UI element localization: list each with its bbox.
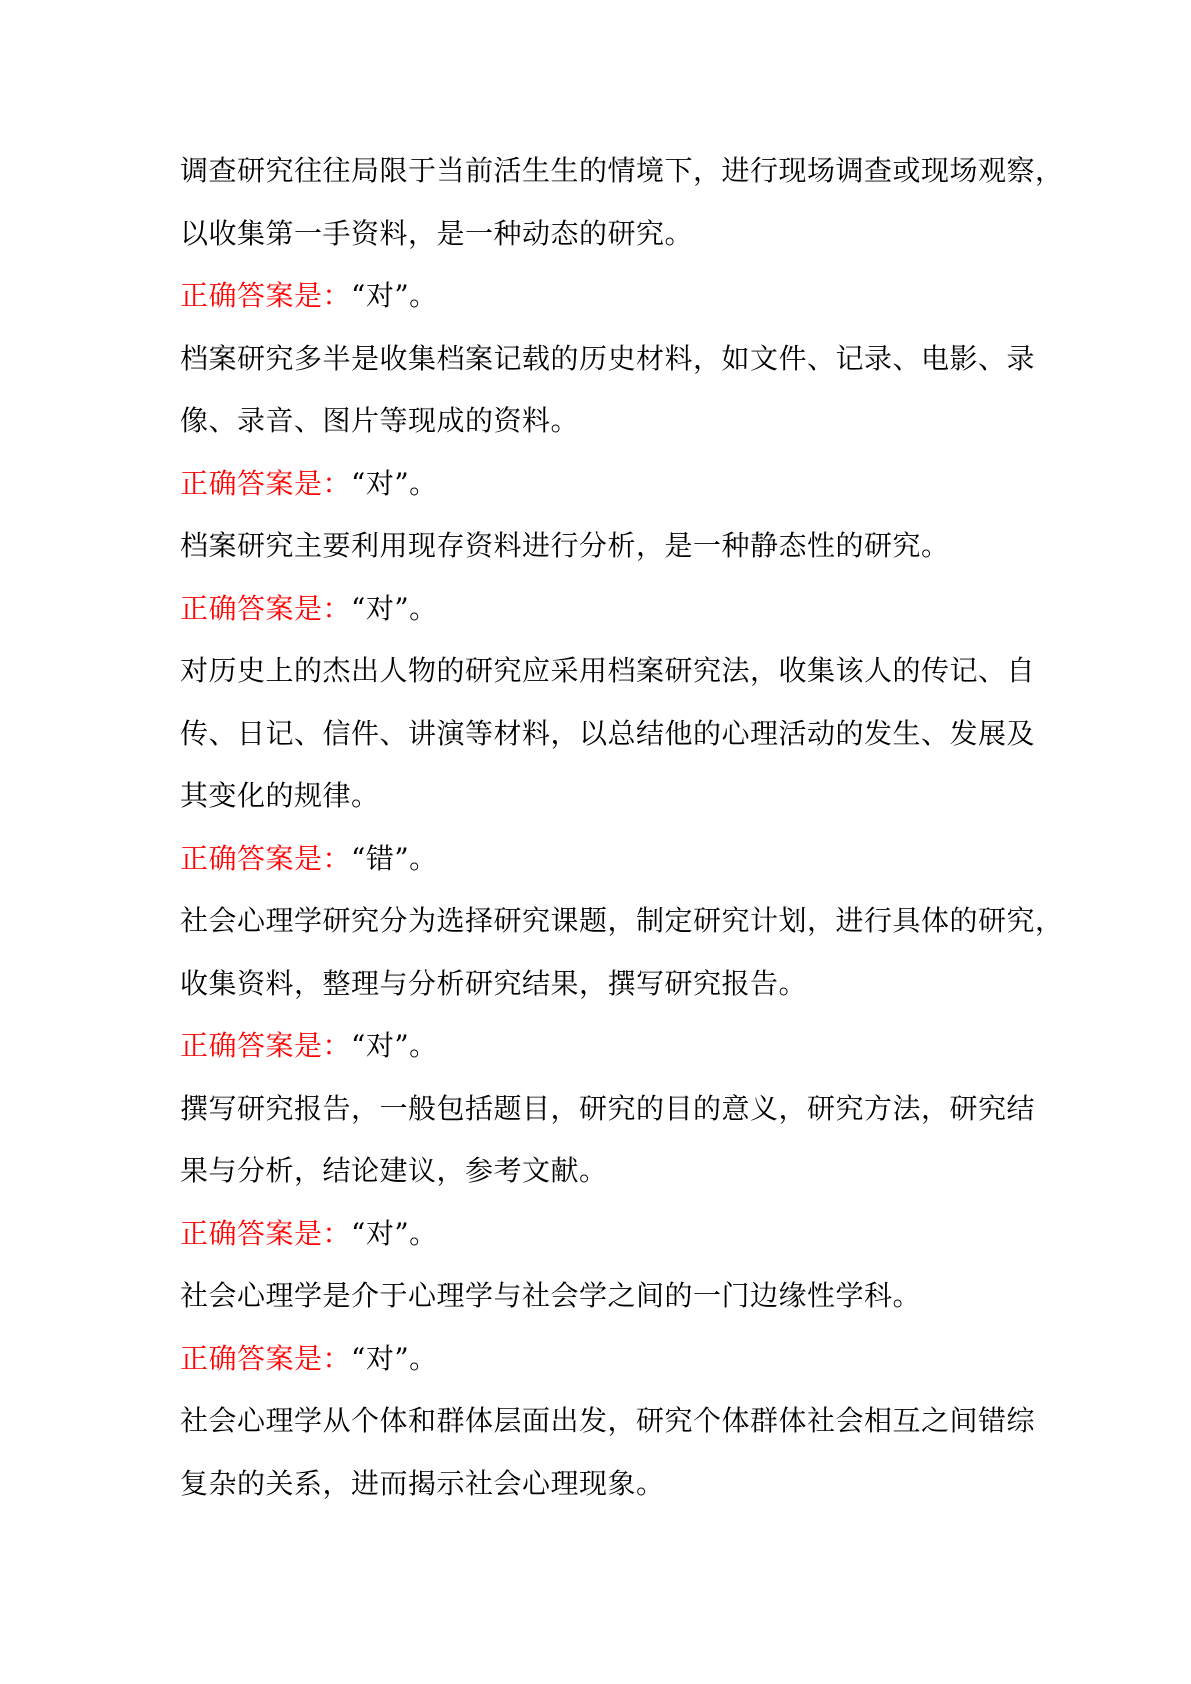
answer-label: 正确答案是： [180,279,352,312]
question-line: 社会心理学是介于心理学与社会学之间的一门边缘性学科。 [180,1279,922,1312]
answer-label: 正确答案是： [180,841,352,875]
answer-line [180,828,1030,891]
question-line: 档案研究多半是收集档案记载的历史材料，如文件、记录、电影、录 [180,341,1036,375]
answer-value: “对”。 [351,1341,438,1375]
answer-value: “对”。 [351,466,438,500]
answer-line [180,1328,1030,1391]
question-line: 以收集第一手资料，是一种动态的研究。 [180,216,694,250]
answer-line [180,578,1030,641]
question-line: 对历史上的杰出人物的研究应采用档案研究法，收集该人的传记、自 [180,654,1036,687]
answer-label: 正确答案是： [180,1216,352,1250]
answer-value: “对”。 [351,279,438,312]
answer-label: 正确答案是： [180,591,352,625]
question-line: 复杂的关系，进而揭示社会心理现象。 [180,1466,665,1500]
question-line: 其变化的规律。 [180,779,380,812]
question-line: 社会心理学研究分为选择研究课题，制定研究计划，进行具体的研究， [180,904,1064,937]
answer-value: “对”。 [351,1029,438,1062]
answer-value: “对”。 [351,1216,438,1250]
question-line: 像、录音、图片等现成的资料。 [180,404,580,437]
answer-line [180,1203,1030,1266]
answer-value: “对”。 [351,591,438,625]
question-line: 果与分析，结论建议，参考文献。 [180,1154,608,1187]
question-line: 传、日记、信件、讲演等材料，以总结他的心理活动的发生、发展及 [180,716,1036,750]
answer-line [180,1015,1030,1078]
question-line: 社会心理学从个体和群体层面出发，研究个体群体社会相互之间错综 [180,1404,1036,1437]
answer-label: 正确答案是： [180,1341,352,1375]
document-page [180,140,1064,1515]
answer-value: “错”。 [351,841,438,875]
answer-line [180,453,1030,516]
question-line: 档案研究主要利用现存资料进行分析，是一种静态性的研究。 [180,529,950,562]
answer-line [180,265,1030,328]
answer-label: 正确答案是： [180,466,352,500]
question-line: 收集资料，整理与分析研究结果，撰写研究报告。 [180,966,808,1000]
answer-label: 正确答案是： [180,1029,352,1062]
question-line: 调查研究往往局限于当前活生生的情境下，进行现场调查或现场观察， [180,154,1064,187]
question-line: 撰写研究报告，一般包括题目，研究的目的意义，研究方法，研究结 [180,1091,1036,1125]
